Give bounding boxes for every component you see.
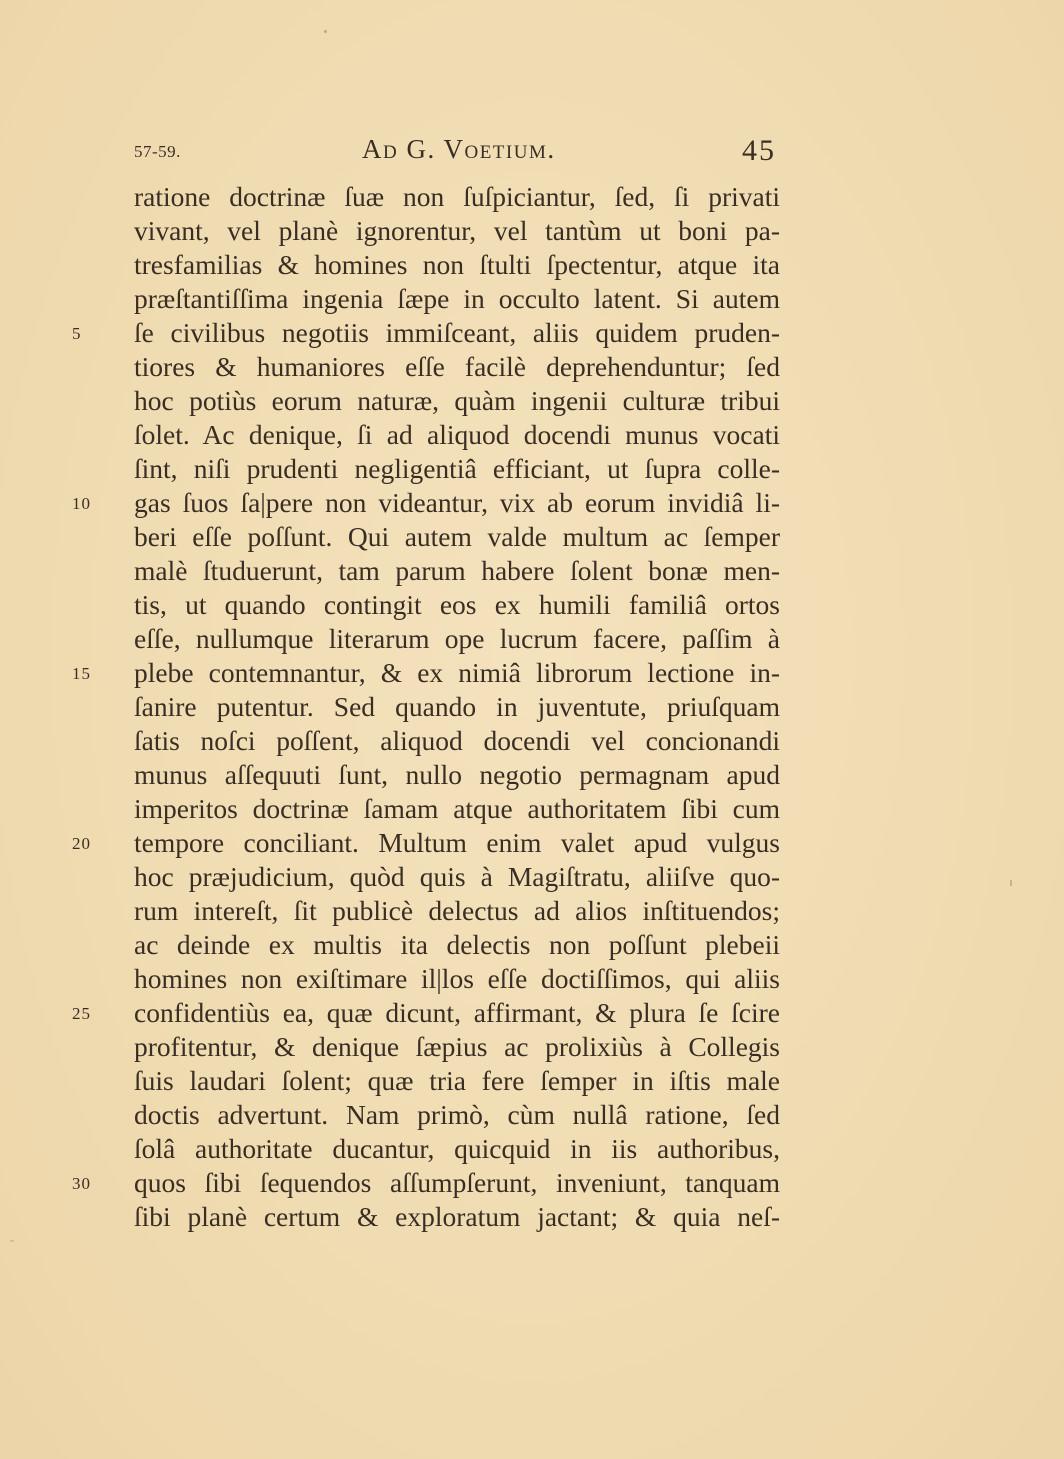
line-text: ſibi planè certum & exploratum jactant; & quia neſ- bbox=[134, 1201, 780, 1232]
text-line bbox=[0, 554, 1064, 588]
line-text: ſint, niſi prudenti negligentiâ efficiant, ut ſupra colle- bbox=[134, 453, 780, 484]
line-text: quos ſibi ſequendos aſſumpſerunt, inveniunt, tanquam bbox=[134, 1167, 780, 1198]
line-text: profitentur, & denique ſæpius ac prolixiùs à Collegis bbox=[134, 1031, 780, 1062]
paper-fleck bbox=[324, 30, 327, 33]
text-line bbox=[0, 826, 1064, 860]
line-text: plebe contemnantur, & ex nimiâ librorum lectione in- bbox=[134, 657, 780, 688]
line-text: ſatis noſci poſſent, aliquod docendi vel concionandi bbox=[134, 725, 780, 756]
line-text: homines non exiſtimare il|los eſſe doctiſſimos, qui aliis bbox=[134, 963, 780, 994]
line-text: eſſe, nullumque literarum ope lucrum facere, paſſim à bbox=[134, 623, 780, 654]
line-number: 15 bbox=[72, 664, 91, 683]
text-line bbox=[0, 486, 1064, 520]
line-text: ratione doctrinæ ſuæ non ſuſpiciantur, ſed, ſi privati bbox=[134, 181, 780, 212]
text-line bbox=[0, 1064, 1064, 1098]
text-line bbox=[0, 894, 1064, 928]
text-line bbox=[0, 418, 1064, 452]
line-text: gas ſuos ſa|pere non videantur, vix ab eorum invidiâ li- bbox=[134, 487, 780, 518]
line-text: hoc præjudicium, quòd quis à Magiſtratu, aliiſve quo- bbox=[134, 861, 780, 892]
line-text: ſuis laudari ſolent; quæ tria fere ſemper in iſtis male bbox=[134, 1065, 780, 1096]
text-line bbox=[0, 656, 1064, 690]
line-text: doctis advertunt. Nam primò, cùm nullâ ratione, ſed bbox=[134, 1099, 780, 1130]
text-line bbox=[0, 452, 1064, 486]
text-line bbox=[0, 1166, 1064, 1200]
text-line bbox=[0, 690, 1064, 724]
text-line bbox=[0, 1098, 1064, 1132]
text-line bbox=[0, 384, 1064, 418]
text-line bbox=[0, 588, 1064, 622]
text-line bbox=[0, 860, 1064, 894]
page-number: 45 bbox=[742, 134, 776, 167]
line-text: rum intereſt, ſit publicè delectus ad alios inſtituendos; bbox=[134, 895, 780, 926]
line-text: ſolâ authoritate ducantur, quicquid in iis authoribus, bbox=[134, 1133, 780, 1164]
line-number: 5 bbox=[72, 324, 82, 343]
text-line bbox=[0, 928, 1064, 962]
text-line bbox=[0, 214, 1064, 248]
line-text: tiores & humaniores eſſe facilè deprehenduntur; ſed bbox=[134, 351, 780, 382]
line-text: tempore conciliant. Multum enim valet apud vulgus bbox=[134, 827, 780, 858]
line-text: confidentiùs ea, quæ dicunt, affirmant, & plura ſe ſcire bbox=[134, 997, 780, 1028]
text-line bbox=[0, 316, 1064, 350]
text-line bbox=[0, 1132, 1064, 1166]
running-title: Ad G. Voetium. bbox=[362, 134, 556, 164]
text-line bbox=[0, 520, 1064, 554]
text-line bbox=[0, 622, 1064, 656]
text-line bbox=[0, 758, 1064, 792]
body-text bbox=[0, 180, 1064, 1234]
line-text: vivant, vel planè ignorentur, vel tantùm ut boni pa- bbox=[134, 215, 780, 246]
line-number: 25 bbox=[72, 1004, 91, 1023]
line-text: imperitos doctrinæ ſamam atque authoritatem ſibi cum bbox=[134, 793, 780, 824]
line-text: hoc potiùs eorum naturæ, quàm ingenii culturæ tribui bbox=[134, 385, 780, 416]
line-text: ſolet. Ac denique, ſi ad aliquod docendi munus vocati bbox=[134, 419, 780, 450]
running-header bbox=[0, 132, 1064, 172]
line-text: munus aſſequuti ſunt, nullo negotio permagnam apud bbox=[134, 759, 780, 790]
text-line bbox=[0, 1200, 1064, 1234]
paper-fleck bbox=[10, 1240, 14, 1242]
line-text: ac deinde ex multis ita delectis non poſſunt plebeii bbox=[134, 929, 780, 960]
line-text: ſanire putentur. Sed quando in juventute, priuſquam bbox=[134, 691, 780, 722]
line-text: ſe civilibus negotiis immiſceant, aliis quidem pruden- bbox=[134, 317, 780, 348]
text-line bbox=[0, 180, 1064, 214]
line-text: præſtantiſſima ingenia ſæpe in occulto latent. Si autem bbox=[134, 283, 780, 314]
text-line bbox=[0, 1030, 1064, 1064]
line-text: tis, ut quando contingit eos ex humili familiâ ortos bbox=[134, 589, 780, 620]
text-line bbox=[0, 248, 1064, 282]
text-line bbox=[0, 962, 1064, 996]
line-number: 10 bbox=[72, 494, 91, 513]
line-text: beri eſſe poſſunt. Qui autem valde multum ac ſemper bbox=[134, 521, 780, 552]
text-line bbox=[0, 792, 1064, 826]
line-number: 30 bbox=[72, 1174, 91, 1193]
line-number: 20 bbox=[72, 834, 91, 853]
line-text: malè ſtuduerunt, tam parum habere ſolent bonæ men- bbox=[134, 555, 780, 586]
text-line bbox=[0, 350, 1064, 384]
text-line bbox=[0, 282, 1064, 316]
line-text: tresfamilias & homines non ſtulti ſpectentur, atque ita bbox=[134, 249, 780, 280]
text-line bbox=[0, 996, 1064, 1030]
section-range: 57-59. bbox=[134, 142, 181, 161]
text-line bbox=[0, 724, 1064, 758]
